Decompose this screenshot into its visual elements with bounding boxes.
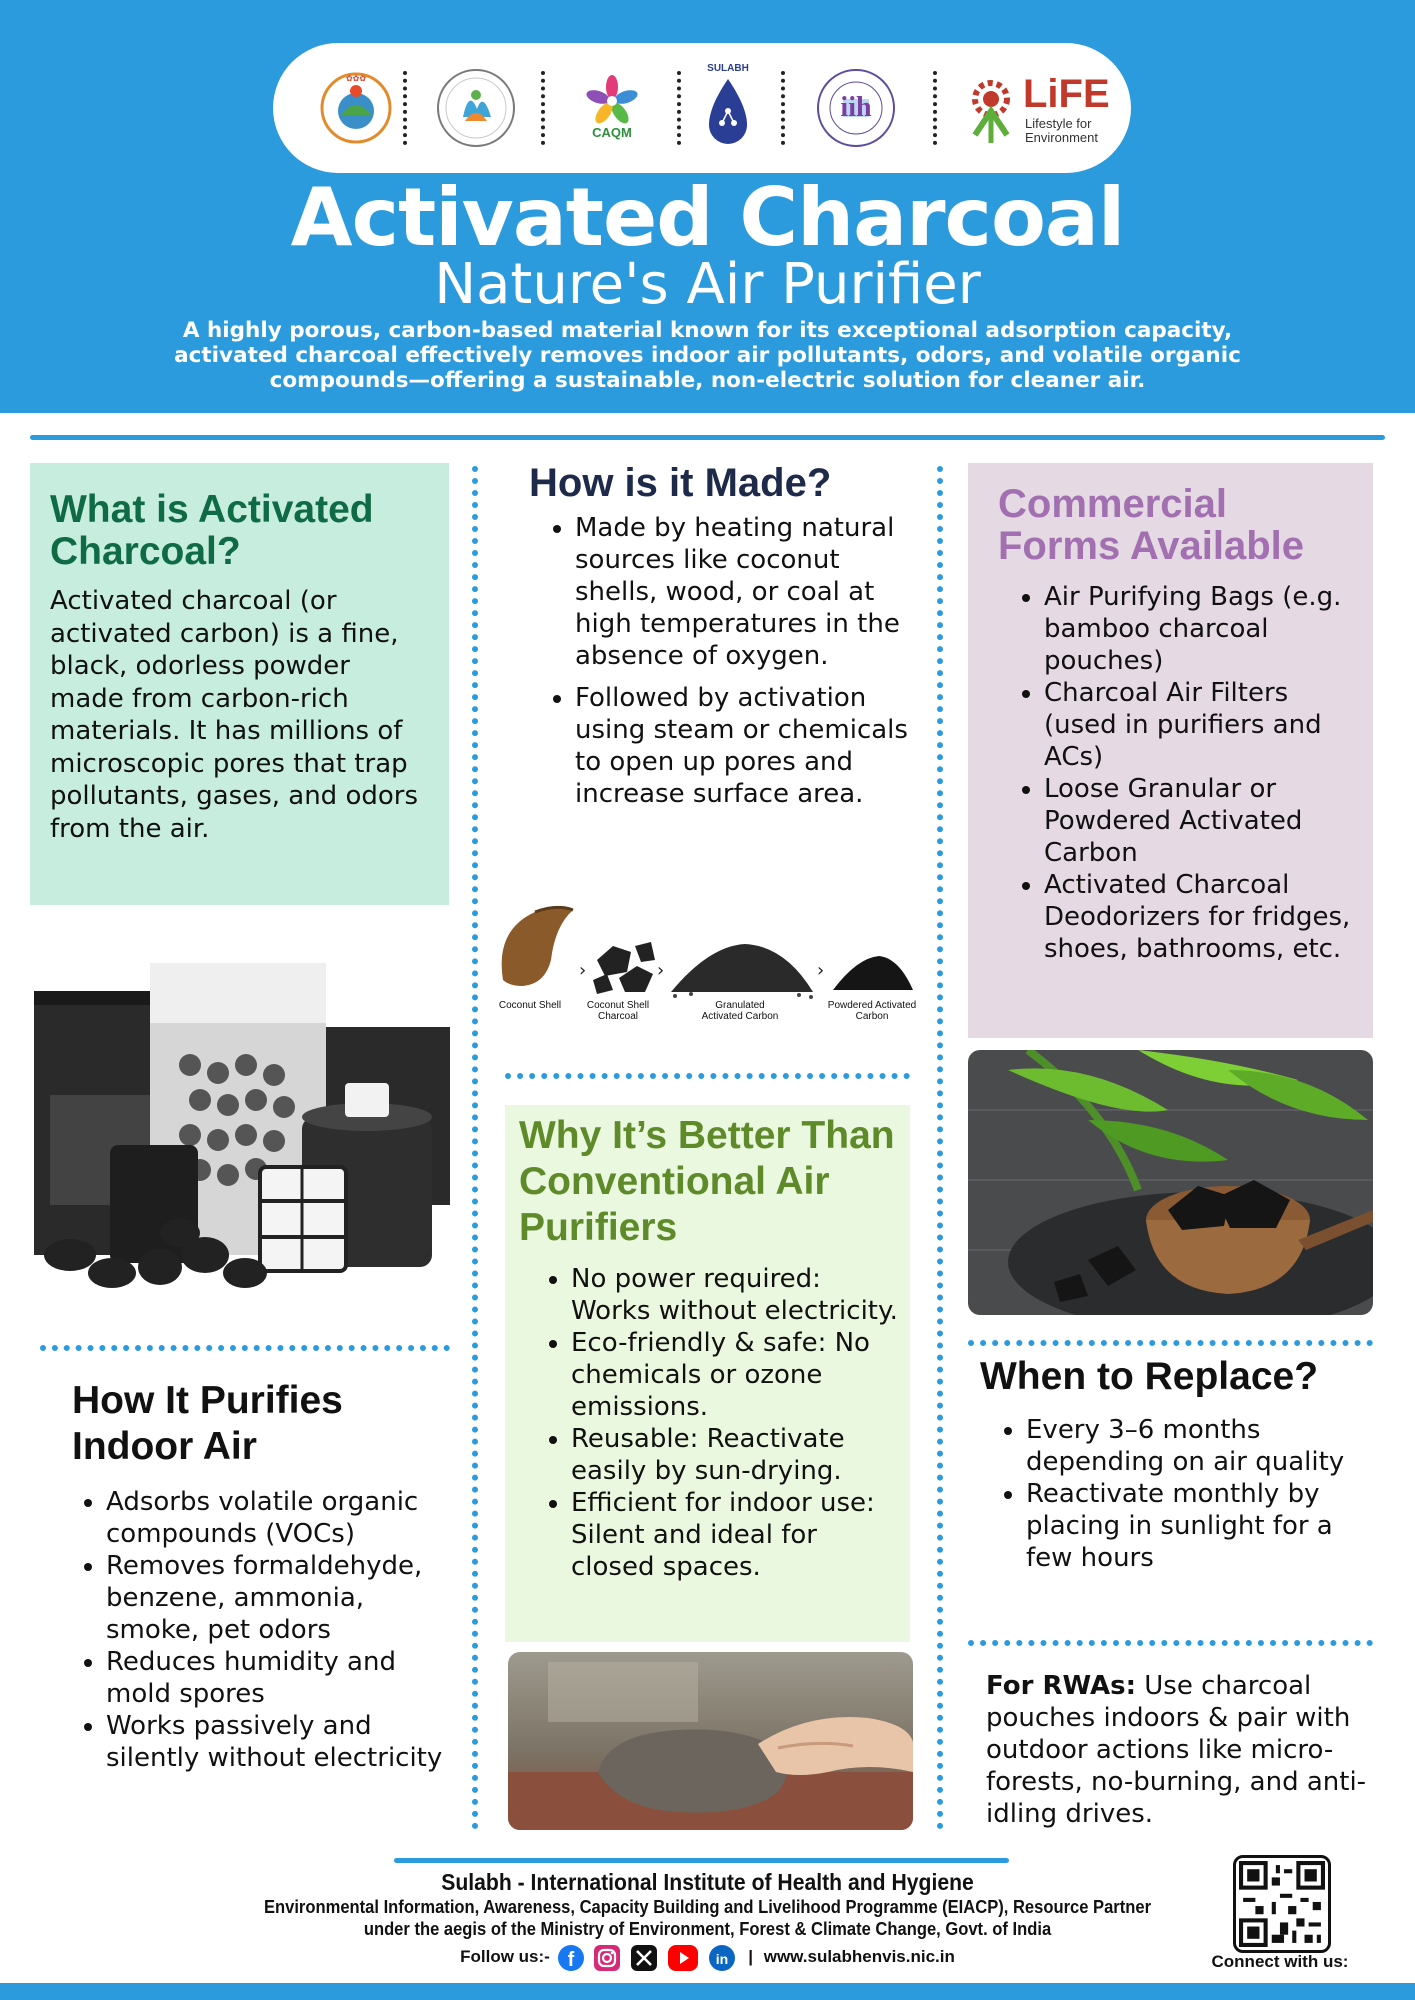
commercial-forms-section bbox=[968, 463, 1373, 1038]
process-label: Coconut Shell Charcoal bbox=[586, 1000, 650, 1022]
svg-text:✿✿✿: ✿✿✿ bbox=[345, 74, 367, 83]
column-divider-right bbox=[937, 466, 943, 1830]
website-link[interactable]: www.sulabhenvis.nic.in bbox=[763, 1947, 955, 1966]
iihh-text: iih bbox=[840, 92, 872, 123]
footer-org: Sulabh - International Institute of Health and Hygiene bbox=[441, 1869, 974, 1895]
list-item: • Efficient for indoor use: Silent and ideal for closed spaces. bbox=[571, 1487, 900, 1583]
process-label: Coconut Shell bbox=[498, 1000, 562, 1011]
why-better-title: Why It’s Better Than Conventional Air Purifiers bbox=[519, 1114, 895, 1249]
life-emblem bbox=[961, 65, 1111, 151]
facebook-icon[interactable] bbox=[558, 1945, 584, 1971]
linkedin-icon[interactable] bbox=[709, 1945, 735, 1971]
rwa-note bbox=[986, 1670, 1371, 1830]
replace-title: When to Replace? bbox=[980, 1355, 1319, 1398]
rwa-text: Use charcoal pouches indoors & pair with outdoor actions like micro-forests, no-burning, and anti-idling drives. bbox=[986, 1671, 1367, 1829]
left-section-divider bbox=[40, 1345, 450, 1351]
svg-text:›: › bbox=[817, 960, 825, 981]
purifies-section bbox=[72, 1378, 462, 1774]
middle-section-divider bbox=[505, 1073, 910, 1079]
list-item: • Removes formaldehyde, benzene, ammonia, smoke, pet odors bbox=[106, 1550, 462, 1646]
purifies-list bbox=[60, 1486, 462, 1774]
commercial-forms-title: Commercial Forms Available bbox=[998, 482, 1305, 568]
process-illustration bbox=[495, 900, 915, 1025]
footer-ministry: under the aegis of the Ministry of Environment, Forest & Climate Change, Govt. of India bbox=[363, 1919, 1052, 1939]
list-item: • Loose Granular or Powdered Activated Carbon bbox=[1044, 773, 1355, 869]
life-text: LiFE bbox=[1023, 72, 1110, 116]
footer-follow-row: Follow us:- f in | www.sulabhenvis.nic.in bbox=[0, 1942, 1415, 1972]
logo-divider bbox=[781, 71, 785, 145]
logo-divider bbox=[677, 71, 681, 145]
youtube-icon[interactable] bbox=[668, 1945, 698, 1971]
x-icon[interactable] bbox=[631, 1945, 657, 1971]
caqm-text: CAQM bbox=[592, 125, 632, 140]
header-banner bbox=[0, 0, 1415, 413]
why-better-list bbox=[519, 1263, 900, 1583]
connect-label: Connect with us: bbox=[1211, 1952, 1349, 1971]
list-item: • Every 3–6 months depending on air quality bbox=[1026, 1414, 1380, 1478]
list-item: • Works passively and silently without electricity bbox=[106, 1710, 462, 1774]
charcoal-products-photo bbox=[30, 955, 450, 1300]
list-item: • Reactivate monthly by placing in sunlight for a few hours bbox=[1026, 1478, 1380, 1574]
page-title: Activated Charcoal bbox=[290, 171, 1125, 264]
right-section-divider-1 bbox=[968, 1340, 1373, 1346]
why-better-section bbox=[505, 1105, 910, 1642]
replace-list bbox=[980, 1414, 1380, 1574]
list-item: • Activated Charcoal Deodorizers for fridges, shoes, bathrooms, etc. bbox=[1044, 869, 1355, 965]
commercial-forms-list bbox=[998, 581, 1355, 965]
what-is-title: What is Activated Charcoal? bbox=[50, 488, 374, 573]
what-is-section bbox=[30, 463, 449, 905]
caqm-emblem bbox=[569, 65, 655, 151]
intro-text: A highly porous, carbon-based material known for its exceptional adsorption capacity, activated charcoal effectively removes indoor air pollutants, odors, and volatile organic compounds—offering a sustainable, non-electric solution for cleaner air. bbox=[174, 318, 1241, 393]
footer-programme: Environmental Information, Awareness, Capacity Building and Livelihood Programme (EIACP), Resource Partner bbox=[263, 1897, 1152, 1917]
svg-text:›: › bbox=[579, 960, 587, 981]
life-tagline: Lifestyle for Environment bbox=[1025, 116, 1098, 145]
list-item: • Made by heating natural sources like coconut shells, wood, or coal at high temperatures in the absence of oxygen. bbox=[575, 512, 917, 672]
svg-text:›: › bbox=[657, 960, 665, 981]
instagram-icon[interactable] bbox=[594, 1945, 620, 1971]
purifies-title: How It Purifies Indoor Air bbox=[72, 1379, 343, 1468]
process-label: Powdered Activated Carbon bbox=[827, 1000, 917, 1022]
list-item: • Reusable: Reactivate easily by sun-drying. bbox=[571, 1423, 900, 1487]
footer-divider bbox=[394, 1858, 1009, 1863]
follow-label: Follow us:- bbox=[460, 1947, 550, 1966]
indian-forest-service-emblem bbox=[313, 65, 399, 151]
rwa-label: For RWAs: bbox=[986, 1671, 1136, 1701]
svg-text:f: f bbox=[567, 1948, 574, 1971]
logo-divider bbox=[403, 71, 407, 145]
footer-band bbox=[0, 1983, 1415, 2000]
list-item: • Air Purifying Bags (e.g. bamboo charcoal pouches) bbox=[1044, 581, 1355, 677]
list-item: • Charcoal Air Filters (used in purifiers and ACs) bbox=[1044, 677, 1355, 773]
logo-divider bbox=[541, 71, 545, 145]
page-subtitle: Nature's Air Purifier bbox=[434, 252, 981, 317]
qr-code[interactable] bbox=[1233, 1855, 1331, 1953]
process-label: Granulated Activated Carbon bbox=[701, 1000, 779, 1022]
logo-strip bbox=[273, 43, 1131, 173]
sulabh-emblem bbox=[685, 65, 771, 151]
charcoal-pouch-photo bbox=[508, 1652, 913, 1830]
replace-section bbox=[980, 1352, 1380, 1574]
right-section-divider-2 bbox=[968, 1640, 1373, 1646]
column-divider-left bbox=[472, 466, 478, 1830]
svg-text:in: in bbox=[715, 1950, 728, 1967]
list-item: • No power required: Works without electricity. bbox=[571, 1263, 900, 1327]
list-item: • Reduces humidity and mold spores bbox=[106, 1646, 462, 1710]
how-made-list bbox=[507, 512, 917, 810]
how-made-section bbox=[507, 458, 917, 810]
sulabh-text: SULABH bbox=[707, 63, 749, 74]
list-item: • Followed by activation using steam or chemicals to open up pores and increase surface area. bbox=[575, 682, 917, 810]
eiacp-emblem bbox=[433, 65, 519, 151]
what-is-body: Activated charcoal (or activated carbon) is a fine, black, odorless powder made from carbon-rich materials. It has millions of microscopic pores that trap pollutants, gases, and odors from the air. bbox=[50, 586, 418, 844]
header-divider bbox=[30, 435, 1385, 440]
list-item: • Adsorbs volatile organic compounds (VOCs) bbox=[106, 1486, 462, 1550]
charcoal-bowl-photo bbox=[968, 1050, 1373, 1315]
logo-divider bbox=[933, 71, 937, 145]
how-made-title: How is it Made? bbox=[529, 461, 832, 505]
iihh-emblem bbox=[813, 65, 899, 151]
list-item: • Eco-friendly & safe: No chemicals or ozone emissions. bbox=[571, 1327, 900, 1423]
